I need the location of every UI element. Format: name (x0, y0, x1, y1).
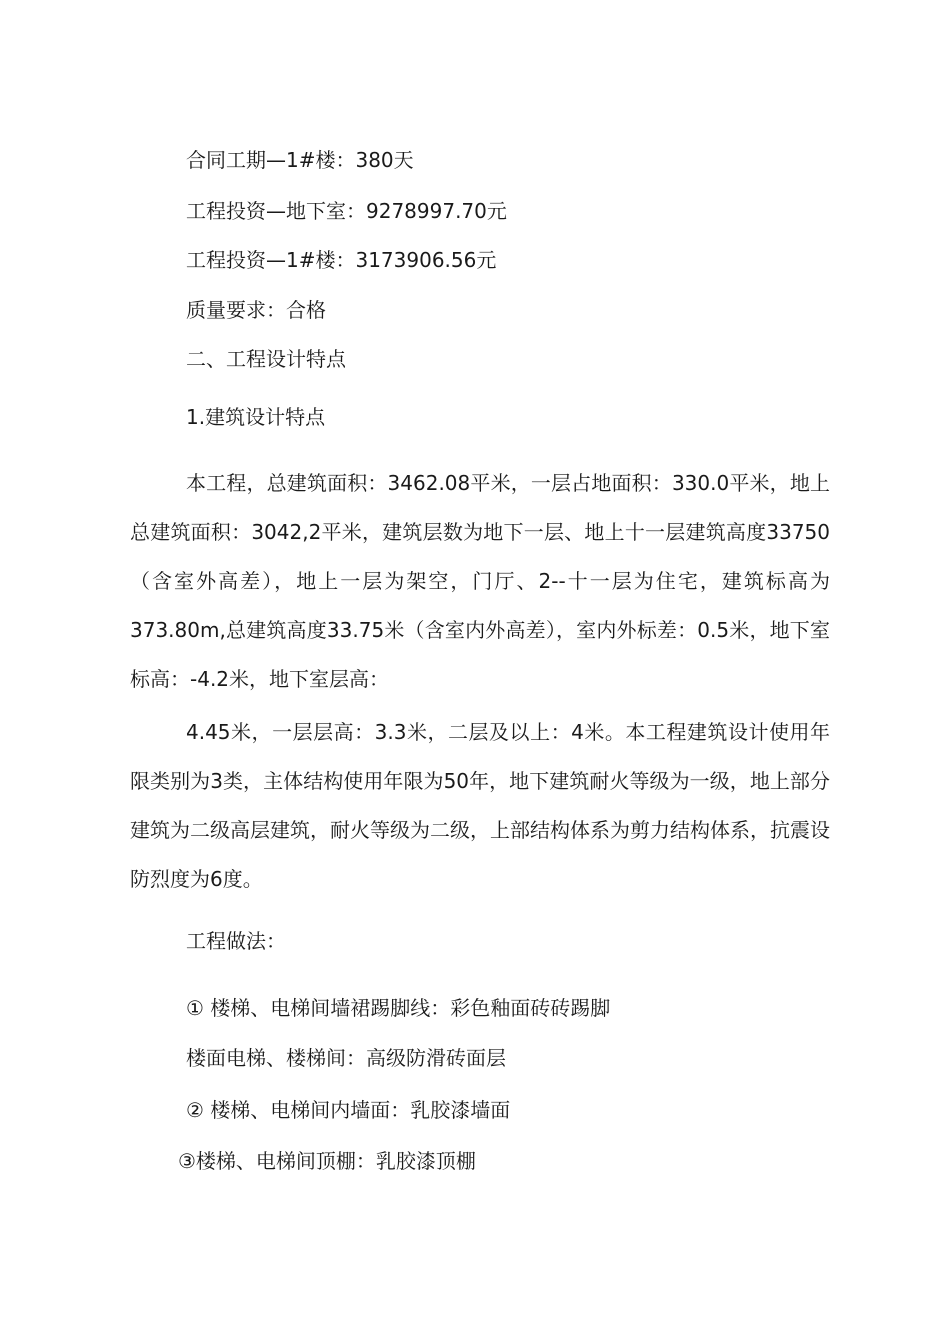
paragraph-design-specs: 4.45米，一层层高：3.3米，二层及以上：4米。本工程建筑设计使用年限类别为3类，主体结构使用年限为50年，地下建筑耐火等级为一级，地上部分建筑为二级高层建筑，耐火等级为二级，上部结构体系为剪力结构体系，抗震设防烈度为6度。 (130, 720, 830, 891)
subsection-heading: 1.建筑设计特点 (186, 405, 326, 429)
section-heading: 二、工程设计特点 (186, 347, 346, 371)
investment-building-line: 工程投资—1#楼：3173906.56元 (186, 248, 497, 272)
method-item-3: ③楼梯、电梯间顶棚：乳胶漆顶棚 (178, 1149, 476, 1173)
methods-heading: 工程做法： (186, 929, 286, 953)
contract-period-line: 合同工期—1#楼：380天 (186, 148, 414, 172)
investment-basement-line: 工程投资—地下室：9278997.70元 (186, 199, 507, 223)
method-item-1: ① 楼梯、电梯间墙裙踢脚线：彩色釉面砖砖踢脚 (186, 996, 611, 1020)
method-item-2: ② 楼梯、电梯间内墙面：乳胶漆墙面 (186, 1098, 511, 1122)
method-item-1-continued: 楼面电梯、楼梯间：高级防滑砖面层 (186, 1046, 506, 1070)
quality-requirement-line: 质量要求：合格 (186, 298, 326, 322)
paragraph-building-overview: 本工程，总建筑面积：3462.08平米，一层占地面积：330.0平米，地上总建筑面积：3042,2平米，建筑层数为地下一层、地上十一层建筑高度33750（含室外高差），地上一层为架空，门厅、2--十一层为住宅，建筑标高为373.80m,总建筑高度33.75米（含室内外高差），室内外标差：0.5米，地下室标高：-4.2米，地下室层高： (130, 471, 830, 691)
